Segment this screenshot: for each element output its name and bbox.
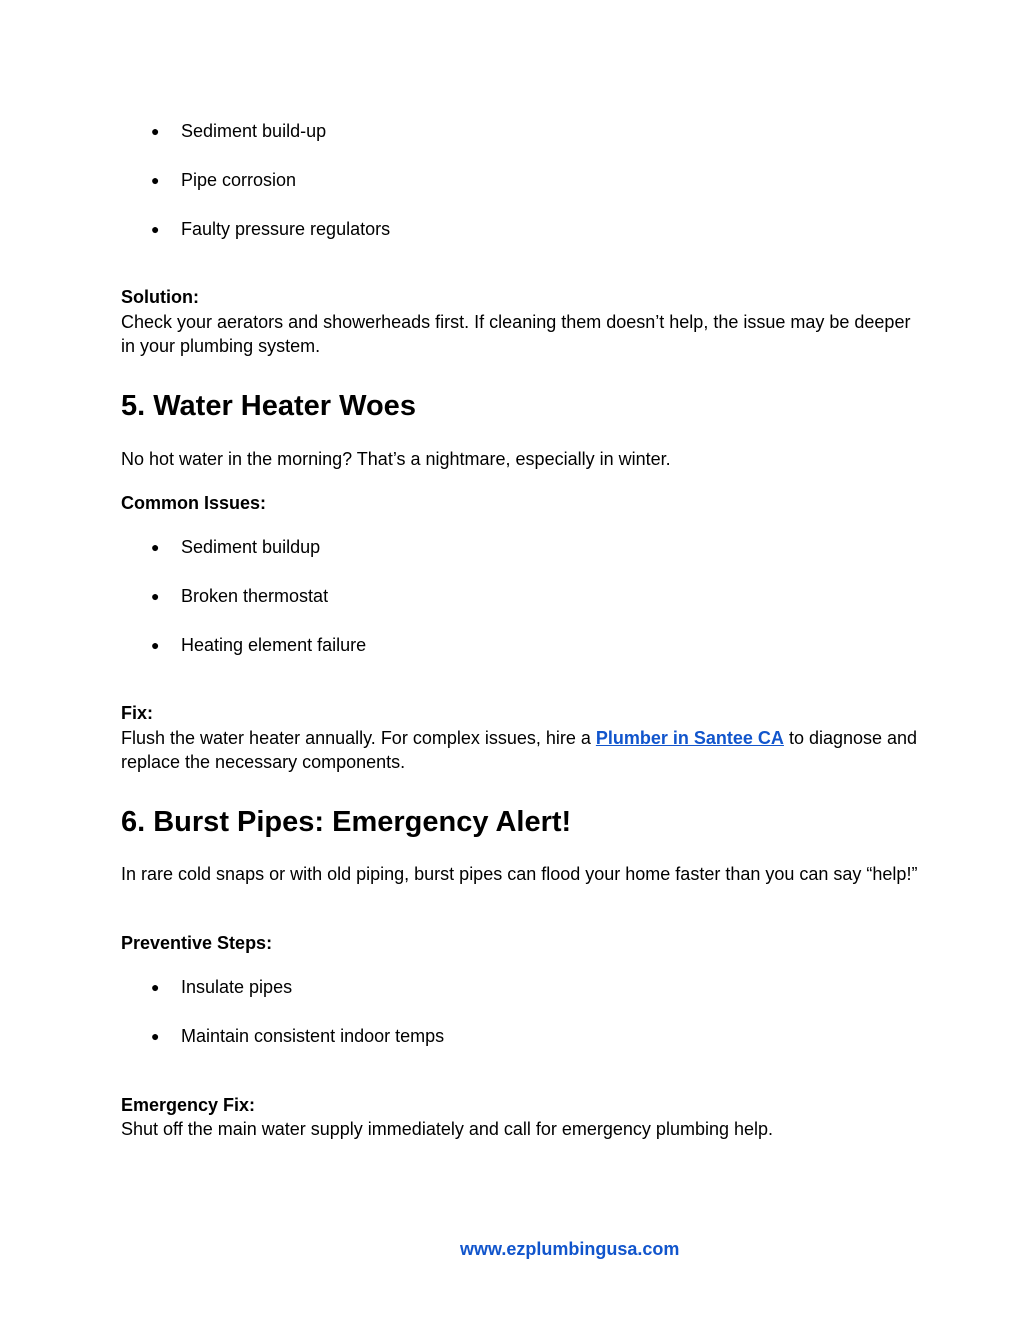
emergency-fix-text: Shut off the main water supply immediately and call for emergency plumbing help. xyxy=(121,1119,774,1139)
common-issues-label: Common Issues: xyxy=(121,493,267,513)
bullet-icon: ● xyxy=(151,172,160,188)
solution-label: Solution: xyxy=(121,287,199,307)
fix-label: Fix: xyxy=(121,703,154,723)
list-item: Sediment buildup xyxy=(181,537,321,557)
bullet-icon: ● xyxy=(151,221,160,237)
section-6-intro: In rare cold snaps or with old piping, burst pipes can flood your home faster than you can say “help!” xyxy=(121,864,918,884)
preventive-steps-label: Preventive Steps: xyxy=(121,933,273,953)
list-item: Pipe corrosion xyxy=(181,170,297,190)
solution-text: Check your aerators and showerheads first. If cleaning them doesn’t help, the issue may be deeper in your plumbing system. xyxy=(121,312,911,356)
bullet-icon: ● xyxy=(151,539,160,555)
section-5-heading: 5. Water Heater Woes xyxy=(121,390,416,422)
bullet-icon: ● xyxy=(151,637,160,653)
list-item: Sediment build-up xyxy=(181,121,327,141)
footer-website-link[interactable]: www.ezplumbingusa.com xyxy=(460,1239,680,1259)
bullet-icon: ● xyxy=(151,588,160,604)
fix-text xyxy=(121,726,921,774)
list-item: Insulate pipes xyxy=(181,977,293,997)
fix-text-before: Flush the water heater annually. For complex issues, hire a xyxy=(121,728,596,748)
list-item: Heating element failure xyxy=(181,635,367,655)
section-6-heading: 6. Burst Pipes: Emergency Alert! xyxy=(121,806,572,838)
list-item: Maintain consistent indoor temps xyxy=(181,1026,445,1046)
bullet-icon: ● xyxy=(151,979,160,995)
plumber-santee-link[interactable]: Plumber in Santee CA xyxy=(595,728,784,748)
section-5-intro: No hot water in the morning? That’s a nightmare, especially in winter. xyxy=(121,449,671,469)
list-item: Broken thermostat xyxy=(181,586,329,606)
list-item: Faulty pressure regulators xyxy=(181,219,391,239)
emergency-fix-label: Emergency Fix: xyxy=(121,1095,256,1115)
bullet-icon: ● xyxy=(151,1028,160,1044)
fix-text-after: to diagnose and replace the necessary components. xyxy=(121,728,918,772)
bullet-icon: ● xyxy=(151,123,160,139)
